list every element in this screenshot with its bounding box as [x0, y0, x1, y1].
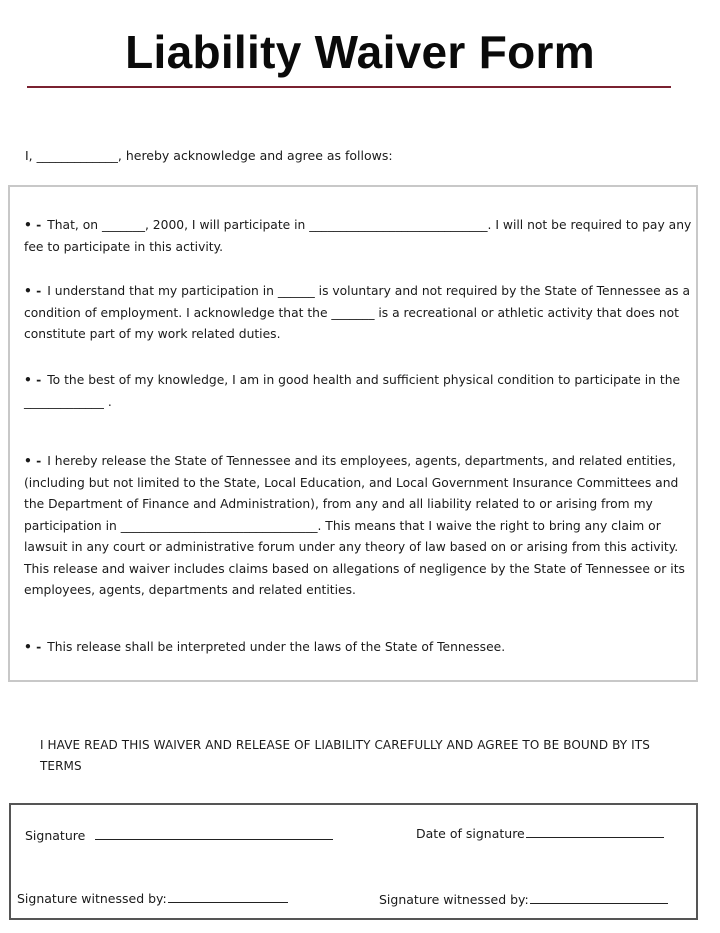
- witness-field-left: [17, 890, 288, 907]
- signature-line[interactable]: [95, 827, 333, 840]
- date-field: [416, 825, 664, 842]
- term-item: [24, 451, 694, 602]
- bullet-icon: • -: [24, 284, 42, 298]
- bullet-icon: • -: [24, 373, 42, 387]
- witness-line[interactable]: [530, 891, 668, 904]
- term-text: I understand that my participation in ______ is voluntary and not required by the State of Tennessee as a condition of employment. I acknowledge that the _______ is a recreational or athletic activity that does not constitute part of my work related duties.: [24, 284, 690, 341]
- signature-label: Signature: [25, 828, 86, 843]
- terms-box: [8, 185, 698, 682]
- witness-label: Signature witnessed by:: [379, 892, 529, 907]
- witness-line[interactable]: [168, 890, 288, 903]
- term-text: This release shall be interpreted under the laws of the State of Tennessee.: [47, 640, 506, 654]
- signature-box: [9, 803, 698, 920]
- term-item: [24, 370, 694, 413]
- date-line[interactable]: [526, 825, 664, 838]
- title-divider: [27, 86, 671, 88]
- bullet-icon: • -: [24, 454, 42, 468]
- witness-label: Signature witnessed by:: [17, 891, 167, 906]
- term-item: [24, 637, 694, 659]
- signature-field: [25, 827, 333, 844]
- intro-statement: I, _____________, hereby acknowledge and agree as follows:: [25, 148, 393, 163]
- term-text: To the best of my knowledge, I am in good health and sufficient physical condition to participate in the _____________ .: [24, 373, 681, 409]
- term-text: I hereby release the State of Tennessee and its employees, agents, departments, and related entities, (including but not limited to the State, Local Education, and Local Government Insurance Committees and the Department of Finance and Administration), from any and all liability related to or arising from my participation in ________________________________. This means that I waive the right to bring any claim or lawsuit in any court or administrative forum under any theory of law based on or arising from this activity. This release and waiver includes claims based on allegations of negligence by the State of Tennessee or its employees, agents, departments and related entities.: [24, 454, 685, 597]
- witness-field-right: [379, 891, 668, 908]
- term-text: That, on _______, 2000, I will participate in _____________________________. I will not be required to pay any fee to participate in this activity.: [24, 218, 692, 254]
- date-label: Date of signature: [416, 826, 525, 841]
- term-item: [24, 281, 694, 346]
- bullet-icon: • -: [24, 218, 42, 232]
- term-item: [24, 215, 694, 258]
- page-title: Liability Waiver Form: [125, 26, 595, 78]
- agreement-statement: I HAVE READ THIS WAIVER AND RELEASE OF LIABILITY CAREFULLY AND AGREE TO BE BOUND BY ITS TERMS: [40, 738, 650, 773]
- bullet-icon: • -: [24, 640, 42, 654]
